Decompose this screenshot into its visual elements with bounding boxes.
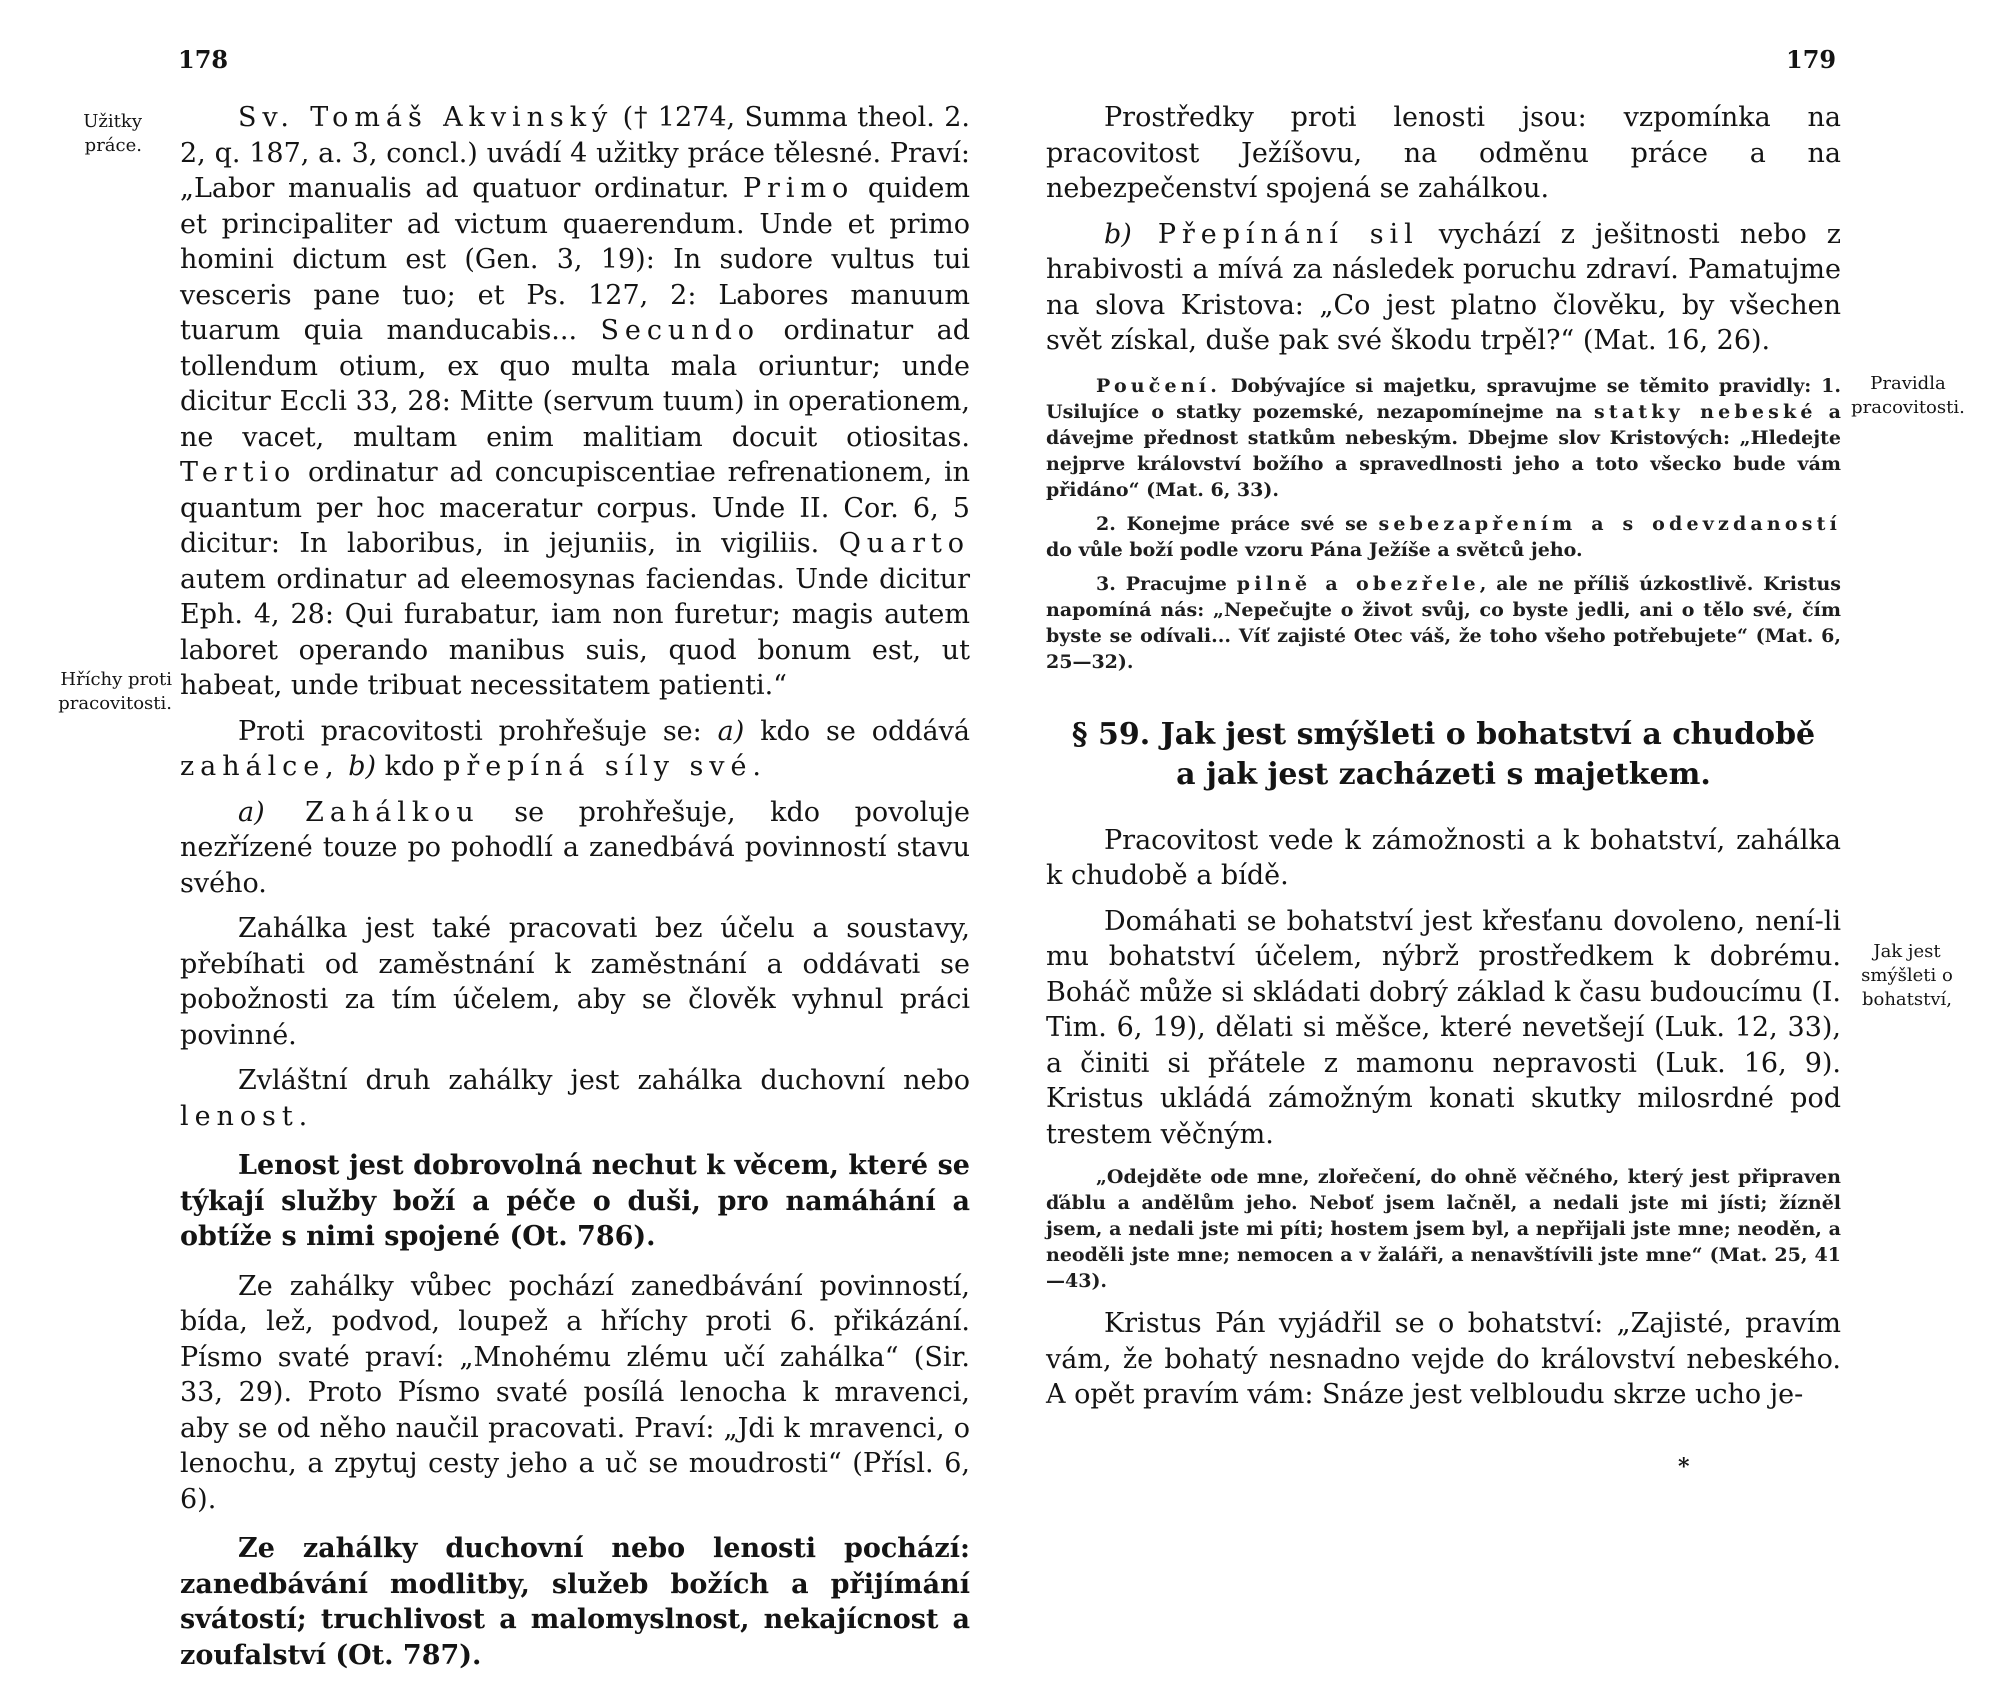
word-statky-nebeske: statky nebeské: [1594, 400, 1817, 423]
proti-text-3: kdo: [376, 751, 444, 782]
proti-b: b): [339, 751, 377, 782]
paragraph-zvlastni: [180, 1063, 970, 1134]
pouceni-text-2: a dávejme přednost statkům nebeským. Dbejme slov Kristových: „Hledejte nejprve království božího a spravedlnosti jeho a toto všecko bude vám přidáno“ (Mat. 6, 33).: [1046, 400, 1841, 501]
paragraph-zahalka-jest: Zahálka jest také pracovati bez účelu a soustavy, přebíhati od zaměstnání k zaměstnání a oddávati se pobožnosti za tím účelem, aby se člověk vyhnul práci povinné.: [180, 913, 970, 1051]
zvlastni-text: Zvláštní druh zahálky jest zahálka duchovní nebo: [238, 1065, 970, 1096]
word-zahalce: zahálce,: [180, 751, 340, 782]
thomas-text-1: quidem et principaliter ad victum quaerendum. Unde et primo homini dictum est (Gen. 3, 19): In sudore vultus tui vesceris pane tuo; et Ps. 127, 2: Labores manuum tuarum quia manducabis...: [180, 173, 970, 346]
section-title: [1046, 715, 1841, 795]
word-sebezaprenim: sebezapřením a s odevzdaností: [1378, 512, 1841, 535]
word-prepina: přepíná síly své: [443, 751, 753, 782]
paragraph-domahati: Domáhati se bohatství jest křesťanu dovoleno, není-li mu bohatství účelem, nýbrž prostředkem k dobrému. Boháč může si skládati dobrý základ k času budoucímu (I. Tim. 6, 19), dělati si měšce, které nevetšejí (Luk. 12, 33), a činiti si přátele z mamonu nepravosti (Luk. 16, 9). Kristus ukládá zámožným konati skutky milosrdné pod trestem věčným.: [1046, 905, 1841, 1150]
section-title-line-1: § 59. Jak jest smýšleti o bohatství a chudobě: [1071, 716, 1816, 752]
prepinani-text: vychází z ješitnosti nebo z hrabivosti a mívá za následek poruchu zdraví. Pamatujme na slova Kristova: „Co jest platno člověku, by všechen svět získal, duše pak své škodu trpěl?“ (Mat. 16, 26).: [1046, 218, 1842, 356]
margin-note-uzitky: Užitky práce.: [83, 111, 142, 156]
word-prepinani: Přepínání sil: [1131, 218, 1419, 250]
thomas-text-2: ordinatur ad tollendum otium, ex quo multa mala oriuntur; unde dicitur Eccli 33, 28: Mitte (servum tuum) in operationem, ne vacet, multam enim malitiam docuit otiositas.: [180, 315, 970, 453]
proti-text-1: Proti pracovitosti prohřešuje se:: [238, 715, 718, 747]
paragraph-lenost-definition: Lenost jest dobrovolná nechut k věcem, které se týkají služby boží a péče o duši, pro namáhání a obtíže s nimi spojené (Ot. 786).: [180, 1150, 970, 1252]
word-zahalkou: Zahálkou: [264, 796, 480, 828]
paragraph-rule-3: [1046, 571, 1841, 675]
signature-mark: *: [1678, 1454, 1690, 1480]
rule3-text-2: , ale ne příliš úzkostlivě. Kristus napomíná nás: „Nepečujte o život svůj, co byste jedli, ani o tělo své, čím byste se odívali... Víť zajisté Otec váš, že toho všeho potřebujete“ (Mat. 6, 25—32).: [1046, 572, 1842, 673]
proti-a: a): [717, 715, 745, 747]
word-lenost: lenost: [180, 1100, 299, 1132]
left-page: [0, 0, 996, 1671]
paragraph-zahalkou: [180, 795, 970, 902]
section-title-line-2: a jak jest zacházeti s majetkem.: [1176, 756, 1711, 792]
word-pouceni: Poučení.: [1096, 374, 1222, 397]
rule3-text-1: 3. Pracujme: [1096, 572, 1237, 595]
rule2-text-2: do vůle boží podle vzoru Pána Ježíše a světců jeho.: [1046, 538, 1583, 561]
pouceni-text-1: Dobývajíce si majetku, spravujme se těmito pravidly: 1. Usilujíce o statky pozemské, nezapomínejme na: [1046, 374, 1841, 423]
prepinani-b: b): [1104, 218, 1132, 250]
proti-text-4: .: [752, 751, 761, 782]
right-column: [1046, 100, 1841, 1423]
thomas-text-4: autem ordinatur ad eleemosynas faciendas. Unde dicitur Eph. 4, 28: Qui furabatur, iam non furetur; magis autem laboret operando manibus suis, quod bonum est, ut habeat, unde tribuat necessitatem patienti.“: [180, 563, 970, 701]
paragraph-odejdete: „Odejděte ode mne, zlořečení, do ohně věčného, který jest připraven ďáblu a andělům jeho. Neboť jsem lačněl, a nedali jste mi jísti; žízněl jsem, a nedali jste mi píti; hostem jsem byl, a nepřijali jste mne; neoděn, a neoděli jste mne; nemocen a v žaláři, a nenavštívili jste mne“ (Mat. 25, 41—43).: [1046, 1166, 1841, 1292]
paragraph-ze-zahalky: Ze zahálky vůbec pochází zanedbávání povinností, bída, lež, podvod, loupež a hříchy proti 6. přikázání. Písmo svaté praví: „Mnohému zlému učí zahálka“ (Sir. 33, 29). Proto Písmo svaté posílá lenocha k mravenci, aby se od něho naučil pracovati. Praví: „Jdi k mravenci, o lenochu, a zpytuj cesty jeho a uč se moudrosti“ (Přísl. 6, 6).: [180, 1270, 970, 1515]
paragraph-pracovitost: Pracovitost vede k zámožnosti a k bohatství, zahálka k chudobě a bídě.: [1046, 824, 1841, 891]
paragraph-rule-2: [1046, 511, 1841, 563]
word-primo: Primo: [742, 173, 855, 204]
right-page: 179 Pravidla pracovitosti. Jak jest smýšleti o bohatství, Prostředky proti lenosti jsou: vzpomínka na pracovitost Ježíšovu, na odměnu práce a na nebezpečenství spojená se zahálkou. b) Přepínání sil vychází z ješitnosti nebo z hrabivosti a mívá za následek poruchu zdraví. Pamatujme na slova Kristova: „Co jest platno člověku, by všechen svět získal, duše pak své škodu trpěl?“ (Mat. 16, 26). Poučení. Dobývajíce si majetku, spravujme se těmito pravidly: 1. Usilujíce o statky pozemské, nezapomínejme na statky nebeské a dávejme přednost statkům nebeským. Dbejme slov Kristových: „Hledejte nejprve království božího a spravedlnosti jeho a toto všecko bude vám přidáno“ (Mat. 6, 33). 2. Konejme práce své se sebezapřením a s odevzdaností do vůle boží podle vzoru Pána Ježíše a světců jeho. 3. Pracujme pilně a obezřele, ale ne příliš úzkostlivě. Kristus napomíná nás: „Nepečujte o život svůj, co byste jedli, ani o tělo své, čím byste se odívali... Víť zajisté Otec váš, že toho všeho potřebujete“ (Mat. 6, 25—32). § 59. Jak jest smýšleti o bohatství a chudobě a jak jest zacházeti s majetkem. Pracovitost vede k zámožnosti a k bohatství, zahálka k chudobě a bídě. Domáhati se bohatství jest křesťanu dovoleno, není-li mu bohatství účelem, nýbrž prostředkem k dobrému. Boháč může si skládati dobrý základ k času budoucímu (I. Tim. 6, 19), dělati si měšce, které nevetšejí (Luk. 12, 33), a činiti si přátele z mamonu nepravosti (Luk. 16, 9). Kristus ukládá zámožným konati skutky milosrdné pod trestem věčným. „Odejděte ode mne, zlořečení, do ohně věčného, který jest připraven ďáblu a andělům jeho. Neboť jsem lačněl, a nedali jste mi jísti; žízněl jsem, a nedali jste mi píti; hostem jsem byl, a nepřijali jste mne; neoděn, a neoděli jste mne; nemocen a v žaláři, a nenavštívili jste mne“ (Mat. 25, 41—43). Kristus Pán vyjádřil se o bohatství: „Zajisté, pravím vám, že bohatý nesnadno vejde do království nebeského. A opět pravím vám: Snáze jest velbloudu skrze ucho je- *: [996, 0, 1992, 1500]
paragraph-prepinani: [1046, 217, 1841, 359]
zahalkou-text: se prohřešuje, kdo povoluje nezřízené touze po pohodlí a zanedbává povinností stavu svého.: [180, 796, 970, 899]
page-number-left: 178: [178, 45, 229, 74]
paragraph-prostredky: Prostředky proti lenosti jsou: vzpomínka na pracovitost Ježíšovu, na odměnu práce a na nebezpečenství spojená se zahálkou.: [1046, 102, 1841, 204]
zvlastni-end: .: [298, 1100, 308, 1132]
margin-note-jak: Jak jest smýšleti o bohatství,: [1861, 941, 1953, 1010]
paragraph-proti: [180, 714, 970, 785]
word-secundo: Secundo: [600, 315, 760, 346]
word-tertio: Tertio: [180, 457, 297, 488]
margin-note-pravidla: Pravidla pracovitosti.: [1851, 373, 1965, 418]
word-quarto: Quarto: [838, 528, 970, 559]
paragraph-lenost-consequence: Ze zahálky duchovní nebo lenosti pochází: zanedbávání modlitby, služeb božích a přijímání svátostí; truchlivost a malomyslnost, nekajícnost a zoufalství (Ot. 787).: [180, 1533, 970, 1671]
proti-text-2: kdo se oddává: [744, 715, 970, 747]
word-pilne-obezrele: pilně a obezřele: [1236, 572, 1480, 595]
paragraph-pouceni: [1046, 373, 1841, 503]
rule2-text-1: 2. Konejme práce své se: [1096, 512, 1379, 535]
paragraph-kristus: Kristus Pán vyjádřil se o bohatství: „Zajisté, pravím vám, že bohatý nesnadno vejde do království nebeského. A opět pravím vám: Snáze jest velbloudu skrze ucho je-: [1046, 1308, 1841, 1410]
thomas-cite: († 1274, Summa theol. 2. 2, q. 187, a. 3, concl.) uvádí 4 užitky práce tělesné. Praví: „Labor manualis ad quatuor ordinatur.: [180, 102, 970, 204]
zahalkou-a: a): [238, 796, 265, 828]
thomas-text-3: ordinatur ad concupiscentiae refrenationem, in quantum per hoc maceratur corpus. Unde II. Cor. 6, 5 dicitur: In laboribus, in jejuniis, in vigiliis.: [180, 457, 970, 559]
left-column: [180, 100, 970, 1683]
paragraph-thomas: [180, 100, 970, 704]
thomas-name: Sv. Tomáš Akvinský: [238, 102, 614, 133]
margin-note-hrichy: Hříchy proti pracovitosti.: [58, 669, 172, 714]
